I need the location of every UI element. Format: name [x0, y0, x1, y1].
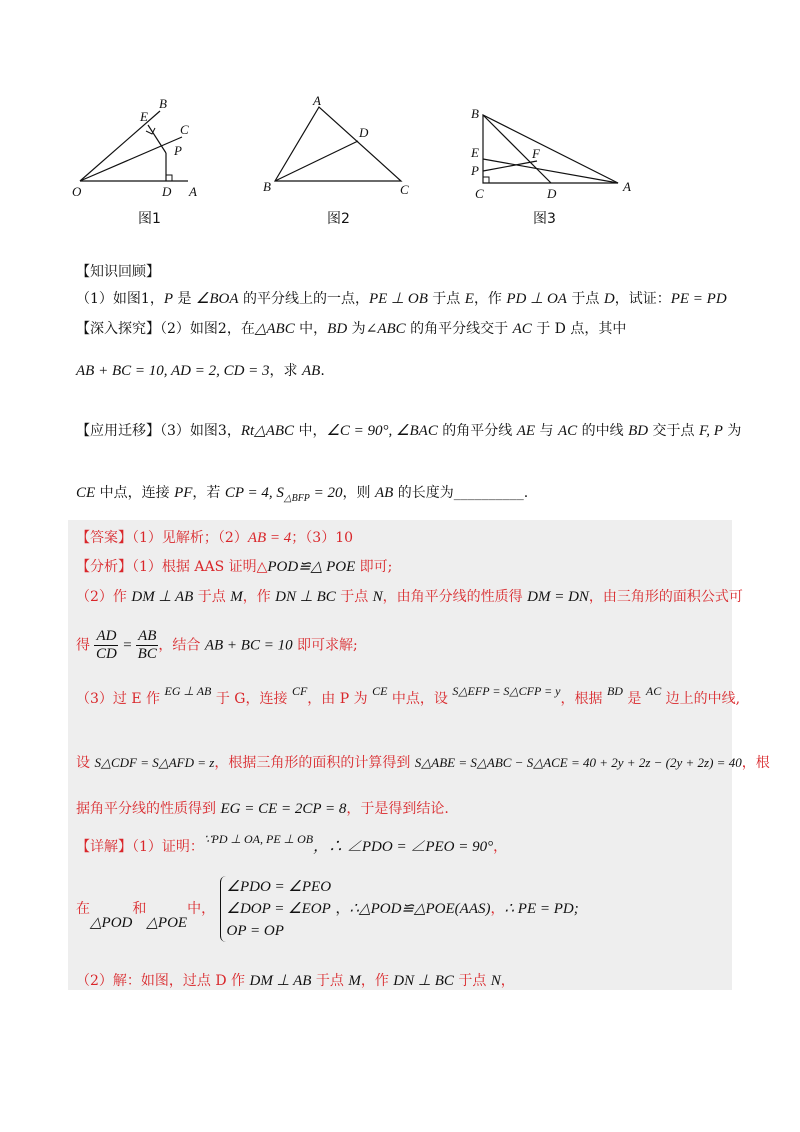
detail-line-2: 在△POD和△POE中， ∠PDO = ∠PEO ∠DOP = ∠EOP OP = OP ，∴△POD≌△POE(AAS)，∴ PE = PD; [76, 876, 579, 942]
fig1-label-P: P [174, 143, 182, 158]
figure-1-caption: 图1 [138, 211, 161, 227]
fig2-label-A: A [313, 95, 321, 108]
fraction-ab-bc: $\frac{AB}{BC}$ [137, 628, 157, 662]
question-2-conditions: AB + BC = 10, AD = 2, CD = 3，求 AB. [76, 363, 325, 379]
congruence-conditions: ∠PDO = ∠PEO ∠DOP = ∠EOP OP = OP [220, 876, 332, 942]
fig3-label-F: F [532, 146, 540, 161]
figure-1 [70, 95, 220, 209]
fig3-label-A: A [623, 179, 631, 194]
figure-2 [255, 95, 415, 209]
question-1: （1）如图1，P 是 ∠BOA 的平分线上的一点，PE ⊥ OB 于点 E，作 PD ⊥ OA 于点 D，试证：PE = PD [76, 291, 727, 307]
analysis-line-3: （3）过 E 作 EG ⊥ AB 于 G，连接 CF，由 P 为 CE 中点，设 S△EFP = S△CFP = y，根据 BD 是 AC 边上的中线, [76, 684, 741, 707]
fig3-label-D: D [547, 186, 557, 201]
analysis-line-2: （2）作 DM ⊥ AB 于点 M，作 DN ⊥ BC 于点 N，由角平分线的性质得 DM = DN，由三角形的面积公式可 [76, 589, 743, 605]
question-3-continued: CE 中点，连接 PF，若 CP = 4, $S_{\triangle BFP} = 20$，则 AB 的长度为__________. [76, 485, 529, 504]
fig2-label-C: C [400, 182, 409, 197]
analysis-line-3b: 设 S△CDF = S△AFD = z，根据三角形的面积的计算得到 S△ABE = S△ABC − S△ACE = 40 + 2y + 2z − (2y + 2z) = 40，根 [76, 755, 770, 771]
figure-3-diagram [465, 95, 640, 205]
question-2: 【深入探究】（2）如图2，在△ABC 中，BD 为∠ABC 的角平分线交于 AC 于 D 点，其中 [76, 321, 627, 337]
fig1-label-O: O [72, 184, 82, 199]
fig1-label-B: B [159, 96, 167, 111]
fig3-label-P: P [471, 163, 479, 178]
analysis-line-2b: 得 $\frac{AD}{CD}$ = $\frac{AB}{BC}$ ，结合 AB + BC = 10 即可求解; [76, 628, 358, 662]
analysis-line-3c: 据角平分线的性质得到 EG = CE = 2CP = 8，于是得到结论. [76, 801, 449, 817]
fig1-label-D: D [162, 184, 172, 199]
fig2-label-D: D [359, 125, 369, 140]
figure-3 [465, 95, 640, 209]
question-3: 【应用迁移】（3）如图3，Rt△ABC 中，∠C = 90°, ∠BAC 的角平分线 AE 与 AC 的中线 BD 交于点 F, P 为 [76, 423, 742, 439]
figure-2-caption: 图2 [327, 211, 350, 227]
answer-line: 【答案】（1）见解析；（2）AB = 4；（3）10 [76, 530, 354, 546]
fraction-ad-cd: $\frac{AD}{CD}$ [96, 628, 117, 662]
detail-line-3: （2）解：如图，过点 D 作 DM ⊥ AB 于点 M，作 DN ⊥ BC 于点 N， [76, 973, 515, 989]
fig3-label-E: E [471, 145, 479, 160]
fig2-label-B: B [263, 179, 271, 194]
fig1-label-A: A [189, 184, 197, 199]
fig3-label-C: C [475, 186, 484, 201]
review-heading: 【知识回顾】 [76, 264, 160, 280]
fig1-label-E: E [140, 109, 148, 124]
fig3-label-B: B [471, 106, 479, 121]
fig1-label-C: C [180, 122, 189, 137]
figure-3-caption: 图3 [533, 211, 556, 227]
detail-line-1: 【详解】（1）证明：∵PD ⊥ OA, PE ⊥ OB，∴ ∠PDO = ∠PEO = 90°， [76, 832, 508, 855]
figure-1-diagram [70, 95, 220, 205]
analysis-line-1: 【分析】（1）根据 AAS 证明△POD≌△ POE 即可; [76, 559, 393, 575]
figure-2-diagram [255, 95, 415, 205]
